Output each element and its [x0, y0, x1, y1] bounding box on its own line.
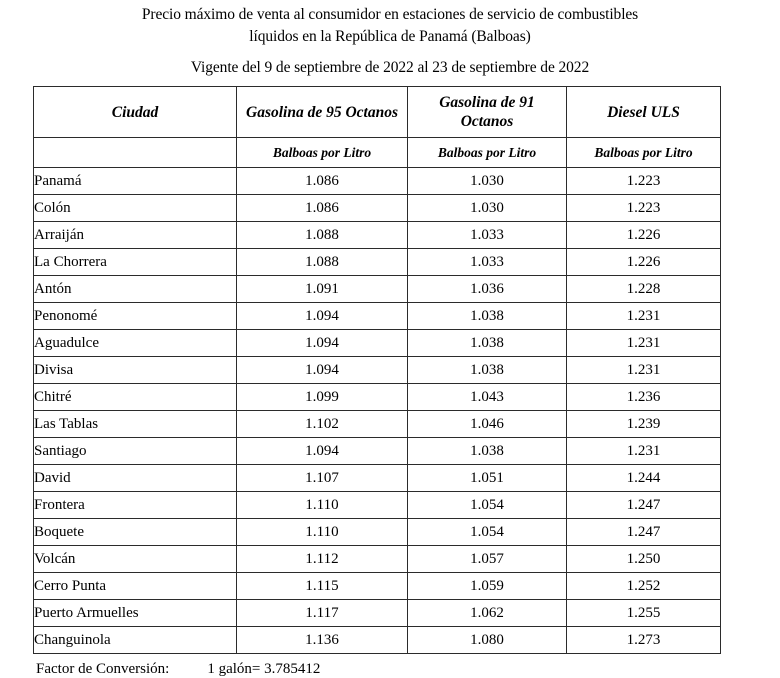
cell-gasolina-95: 1.110 [237, 519, 408, 546]
price-table-container [33, 86, 720, 654]
cell-gasolina-95: 1.107 [237, 465, 408, 492]
table-body [34, 168, 721, 654]
cell-diesel-uls: 1.228 [567, 276, 721, 303]
cell-gasolina-95: 1.099 [237, 384, 408, 411]
cell-gasolina-95: 1.110 [237, 492, 408, 519]
cell-city: Changuinola [34, 627, 237, 654]
cell-gasolina-91: 1.038 [408, 330, 567, 357]
cell-gasolina-95: 1.094 [237, 303, 408, 330]
document-subtitle: Vigente del 9 de septiembre de 2022 al 23 de septiembre de 2022 [190, 59, 590, 76]
column-header-ciudad: Ciudad [34, 87, 237, 138]
cell-gasolina-95: 1.088 [237, 222, 408, 249]
subheader-gasolina-95-units: Balboas por Litro [237, 138, 408, 168]
cell-city: Volcán [34, 546, 237, 573]
cell-gasolina-95: 1.102 [237, 411, 408, 438]
table-row [34, 222, 721, 249]
table-row [34, 519, 721, 546]
cell-diesel-uls: 1.223 [567, 195, 721, 222]
cell-diesel-uls: 1.247 [567, 492, 721, 519]
table-row [34, 303, 721, 330]
cell-gasolina-91: 1.057 [408, 546, 567, 573]
table-row [34, 546, 721, 573]
table-row [34, 627, 721, 654]
title-line-2: líquidos en la República de Panamá (Balboas) [249, 28, 531, 45]
cell-gasolina-95: 1.094 [237, 438, 408, 465]
cell-diesel-uls: 1.231 [567, 330, 721, 357]
cell-gasolina-95: 1.091 [237, 276, 408, 303]
cell-city: Boquete [34, 519, 237, 546]
subheader-diesel-uls-units: Balboas por Litro [567, 138, 721, 168]
table-row [34, 438, 721, 465]
cell-city: Penonomé [34, 303, 237, 330]
table-row [34, 357, 721, 384]
table-row [34, 384, 721, 411]
table-row [34, 573, 721, 600]
cell-city: Arraiján [34, 222, 237, 249]
cell-gasolina-91: 1.046 [408, 411, 567, 438]
cell-gasolina-91: 1.080 [408, 627, 567, 654]
conversion-factor-label: Factor de Conversión: [36, 661, 170, 677]
cell-gasolina-91: 1.033 [408, 222, 567, 249]
cell-gasolina-91: 1.030 [408, 195, 567, 222]
column-header-gasolina-95: Gasolina de 95 Octanos [237, 87, 408, 138]
cell-city: Panamá [34, 168, 237, 195]
cell-city: La Chorrera [34, 249, 237, 276]
cell-gasolina-91: 1.038 [408, 303, 567, 330]
cell-city: Las Tablas [34, 411, 237, 438]
subheader-gasolina-91-units: Balboas por Litro [408, 138, 567, 168]
cell-diesel-uls: 1.244 [567, 465, 721, 492]
cell-city: Santiago [34, 438, 237, 465]
cell-city: Aguadulce [34, 330, 237, 357]
column-header-gasolina-91: Gasolina de 91 Octanos [408, 87, 567, 138]
table-row [34, 411, 721, 438]
cell-gasolina-91: 1.054 [408, 492, 567, 519]
cell-gasolina-91: 1.054 [408, 519, 567, 546]
cell-gasolina-95: 1.088 [237, 249, 408, 276]
table-row [34, 168, 721, 195]
cell-city: Frontera [34, 492, 237, 519]
cell-diesel-uls: 1.226 [567, 249, 721, 276]
cell-gasolina-91: 1.051 [408, 465, 567, 492]
cell-diesel-uls: 1.250 [567, 546, 721, 573]
table-row [34, 465, 721, 492]
table-row [34, 600, 721, 627]
cell-gasolina-95: 1.094 [237, 357, 408, 384]
cell-diesel-uls: 1.231 [567, 357, 721, 384]
cell-city: David [34, 465, 237, 492]
table-header-row [34, 87, 721, 138]
table-row [34, 492, 721, 519]
cell-diesel-uls: 1.226 [567, 222, 721, 249]
cell-gasolina-95: 1.112 [237, 546, 408, 573]
cell-gasolina-95: 1.086 [237, 195, 408, 222]
document-title [0, 0, 780, 48]
cell-diesel-uls: 1.231 [567, 303, 721, 330]
cell-gasolina-91: 1.062 [408, 600, 567, 627]
cell-city: Antón [34, 276, 237, 303]
table-row [34, 330, 721, 357]
cell-gasolina-95: 1.086 [237, 168, 408, 195]
cell-diesel-uls: 1.231 [567, 438, 721, 465]
cell-gasolina-91: 1.036 [408, 276, 567, 303]
cell-gasolina-91: 1.033 [408, 249, 567, 276]
cell-city: Cerro Punta [34, 573, 237, 600]
subheader-ciudad [34, 138, 237, 168]
table-row [34, 249, 721, 276]
cell-gasolina-91: 1.038 [408, 357, 567, 384]
conversion-factor-note [36, 661, 780, 678]
cell-diesel-uls: 1.255 [567, 600, 721, 627]
cell-diesel-uls: 1.273 [567, 627, 721, 654]
cell-city: Colón [34, 195, 237, 222]
cell-diesel-uls: 1.223 [567, 168, 721, 195]
cell-city: Divisa [34, 357, 237, 384]
cell-diesel-uls: 1.239 [567, 411, 721, 438]
cell-diesel-uls: 1.252 [567, 573, 721, 600]
table-header [34, 87, 721, 168]
cell-gasolina-91: 1.030 [408, 168, 567, 195]
cell-gasolina-91: 1.038 [408, 438, 567, 465]
cell-gasolina-95: 1.115 [237, 573, 408, 600]
title-line-1: Precio máximo de venta al consumidor en estaciones de servicio de combustibles [141, 6, 639, 23]
cell-gasolina-95: 1.117 [237, 600, 408, 627]
table-subheader-row [34, 138, 721, 168]
cell-diesel-uls: 1.247 [567, 519, 721, 546]
cell-gasolina-95: 1.094 [237, 330, 408, 357]
cell-gasolina-91: 1.043 [408, 384, 567, 411]
cell-diesel-uls: 1.236 [567, 384, 721, 411]
cell-gasolina-95: 1.136 [237, 627, 408, 654]
cell-city: Puerto Armuelles [34, 600, 237, 627]
table-row [34, 276, 721, 303]
table-row [34, 195, 721, 222]
column-header-diesel-uls: Diesel ULS [567, 87, 721, 138]
cell-gasolina-91: 1.059 [408, 573, 567, 600]
cell-city: Chitré [34, 384, 237, 411]
conversion-factor-value: 1 galón= 3.785412 [207, 661, 321, 677]
fuel-price-table [33, 86, 721, 654]
